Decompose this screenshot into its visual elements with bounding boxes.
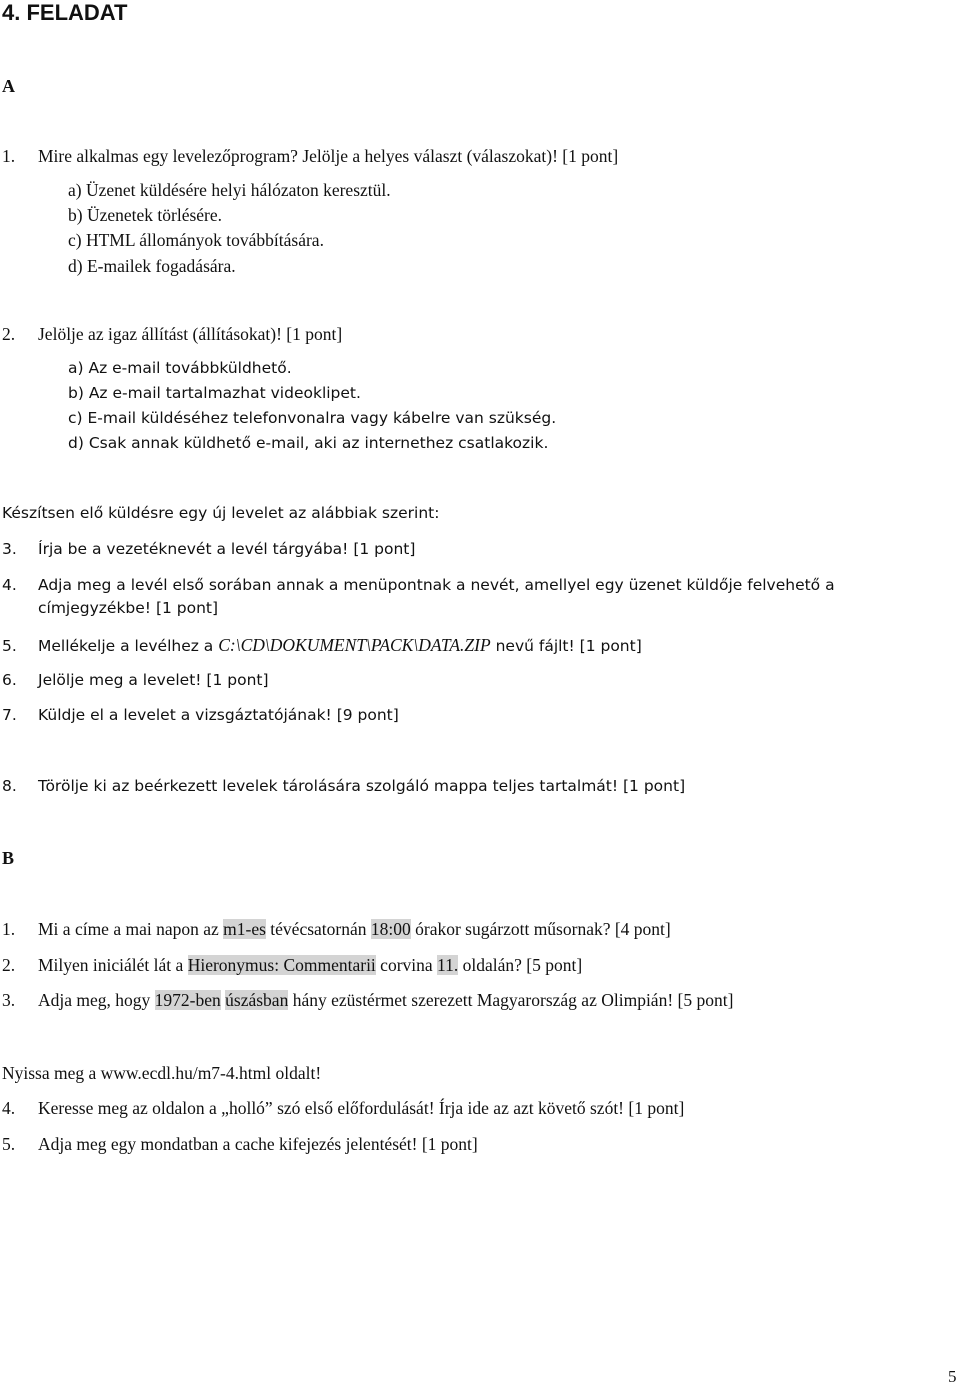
option-a1-c: c) HTML állományok továbbítására.	[68, 230, 324, 250]
question-text: Adja meg a levél első sorában annak a menüpontnak a nevét, amellyel egy üzenet küldője felvehető a	[38, 576, 835, 594]
option-a2-c: c) E-mail küldéséhez telefonvonalra vagy kábelre van szükség.	[68, 409, 557, 427]
highlighted-term: m1-es	[223, 919, 266, 939]
option-a1-d: d) E-mailek fogadására.	[68, 256, 236, 276]
question-text-end: nevű fájlt! [1 pont]	[490, 637, 642, 655]
question-a1	[2, 146, 618, 167]
section-a-label: A	[2, 76, 15, 96]
file-path: C:\CD\DOKUMENT\PACK\DATA.ZIP	[218, 635, 491, 655]
question-b5	[2, 1134, 478, 1155]
question-number: 6.	[2, 671, 17, 689]
highlighted-term: 18:00	[370, 919, 411, 939]
task-intro: Készítsen elő küldésre egy új levelet az alábbiak szerint:	[2, 504, 440, 522]
highlighted-term: 1972-ben	[154, 990, 221, 1010]
option-a2-d: d) Csak annak küldhető e-mail, aki az internethez csatlakozik.	[68, 434, 549, 452]
question-b3	[2, 990, 733, 1011]
question-text: Mi a címe a mai napon az	[38, 919, 224, 939]
question-a8	[2, 777, 685, 795]
question-text: Írja be a vezetéknevét a levél tárgyába! [1 pont]	[38, 540, 416, 558]
question-text: Adja meg, hogy	[38, 990, 155, 1010]
question-text: tévécsatornán	[265, 919, 371, 939]
section-b-label: B	[2, 848, 15, 868]
question-b2	[2, 955, 582, 976]
question-text: corvina	[375, 955, 438, 975]
question-number: 1.	[2, 146, 16, 166]
option-a2-a: a) Az e-mail továbbküldhető.	[68, 359, 292, 377]
question-number: 4.	[2, 576, 17, 594]
question-number: 2.	[2, 324, 16, 344]
highlighted-term: Hieronymus: Commentarii	[187, 955, 376, 975]
question-a2	[2, 324, 342, 345]
question-text: órakor sugárzott műsornak? [4 pont]	[410, 919, 671, 939]
question-number: 8.	[2, 777, 17, 795]
open-site-instruction: Nyissa meg a www.ecdl.hu/m7-4.html oldalt!	[2, 1063, 322, 1083]
question-number: 7.	[2, 706, 17, 724]
page-title: 4. FELADAT	[2, 0, 128, 25]
question-number: 5.	[2, 1134, 16, 1154]
question-a5	[2, 635, 642, 656]
option-a1-b: b) Üzenetek törlésére.	[68, 205, 223, 225]
question-text: oldalán? [5 pont]	[458, 955, 583, 975]
question-a4-continued: címjegyzékbe! [1 pont]	[38, 599, 219, 617]
question-a3	[2, 540, 415, 558]
question-a7	[2, 706, 399, 724]
question-b4	[2, 1098, 684, 1119]
page-number: 5	[948, 1367, 957, 1386]
question-number: 3.	[2, 990, 16, 1010]
question-number: 5.	[2, 637, 17, 655]
question-text: Jelölje meg a levelet! [1 pont]	[38, 671, 269, 689]
question-a6	[2, 671, 269, 689]
question-text: Adja meg egy mondatban a cache kifejezés jelentését! [1 pont]	[38, 1134, 478, 1154]
option-a1-a: a) Üzenet küldésére helyi hálózaton keresztül.	[68, 180, 391, 200]
question-text: hány ezüstérmet szerezett Magyarország az Olimpián! [5 pont]	[288, 990, 734, 1010]
question-text: Mire alkalmas egy levelezőprogram? Jelölje a helyes választ (válaszokat)! [1 pont]	[38, 146, 619, 166]
question-number: 1.	[2, 919, 16, 939]
question-text: Törölje ki az beérkezett levelek tárolására szolgáló mappa teljes tartalmát! [1 pont]	[38, 777, 686, 795]
question-text: Keresse meg az oldalon a „holló” szó első előfordulását! Írja ide az azt követő szót! [1 pont]	[38, 1098, 685, 1118]
highlighted-term: úszásban	[225, 990, 289, 1010]
highlighted-term: 11.	[437, 955, 459, 975]
question-number: 3.	[2, 540, 17, 558]
question-text: Mellékelje a levélhez a	[38, 637, 219, 655]
option-a2-b: b) Az e-mail tartalmazhat videoklipet.	[68, 384, 361, 402]
question-a4	[2, 576, 835, 594]
question-text: Küldje el a levelet a vizsgáztatójának! [9 pont]	[38, 706, 399, 724]
question-b1	[2, 919, 671, 940]
question-number: 2.	[2, 955, 16, 975]
question-number: 4.	[2, 1098, 16, 1118]
question-text: Milyen iniciálét lát a	[38, 955, 188, 975]
question-text: Jelölje az igaz állítást (állításokat)! [1 pont]	[38, 324, 343, 344]
